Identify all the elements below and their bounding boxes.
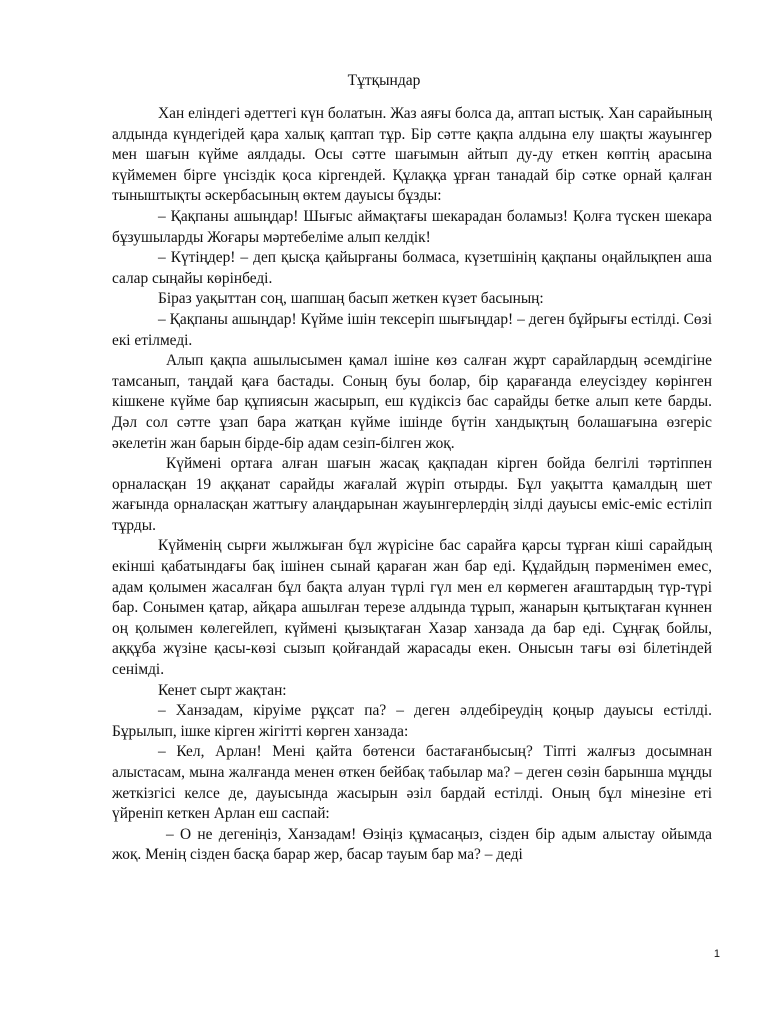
paragraph: – Қақпаны ашыңдар! Шығыс аймақтағы шекарадан боламыз! Қолға түскен шекара бұзушыларды Жоғары мәртебеліме алып келдік! bbox=[112, 207, 712, 246]
paragraph: – Күтіңдер! – деп қысқа қайырғаны болмаса, күзетшінің қақпаны оңайлықпен аша салар сыңайы көрінбеді. bbox=[112, 249, 712, 287]
paragraph: Хан еліндегі әдеттегі күн болатын. Жаз аяғы болса да, аптап ыстық. Хан сарайының алдында күндегідей қара халық қаптап тұр. Бір сәтте қақпа алдына елу шақты жауынгер мен шағын күйме аялдады. Осы сәтте шағымын айтып ду-ду еткен көптің арасына күймемен бірге үнсіздік қоса кіргендей. Құлаққа ұрған танадай бір сәтке орнай қалған тыныштықты әскербасының өктем дауысы бұзды: bbox=[112, 105, 712, 205]
document-body bbox=[112, 104, 712, 866]
paragraph: – Қақпаны ашыңдар! Күйме ішін тексеріп шығыңдар! – деген бұйрығы естілді. Сөзі екі етілмеді. bbox=[112, 310, 712, 349]
paragraph: – О не дегеніңіз, Ханзадам! Өзіңіз құмасаңыз, сізден бір адым алыстау ойымда жоқ. Менің сізден басқа барар жер, басар тауым бар ма? – деді bbox=[112, 825, 712, 864]
paragraph: Кенет сырт жақтан: bbox=[158, 681, 287, 699]
paragraph: Күймені ортаға алған шағын жасақ қақпадан кірген бойда белгілі тәртіппен орналасқан 19 аққанат сарайды жағалай жүріп отырды. Бұл уақытта қамалдың шет жағында орналасқан жаттығу алаңдарынан жауынгерлердің зілді дауысы еміс-еміс естіліп тұрды. bbox=[112, 455, 712, 534]
paragraph: Біраз уақыттан соң, шапшаң басып жеткен күзет басының: bbox=[158, 290, 544, 308]
paragraph: Күйменің сырғи жылжыған бұл жүрісіне бас сарайға қарсы тұрған кіші сарайдың екінші қабатындағы бақ ішінен сынай қараған жан бар еді. Құдайдың пәрменімен емес, адам қолымен жасалған бұл бақта алуан түрлі гүл мен ел көрмеген ағаштардың түр-түрі бар. Сонымен қатар, айқара ашылған терезе алдында тұрып, жанарын қытықтаған күннен оң қолымен көлегейлеп, күймені қызықтаған Хазар ханзада да бар еді. Сұңғақ бойлы, аққұба жүзіне қасы-көзі сызып қойғандай жарасады екен. Онысын тағы өзі білетіндей сенімді. bbox=[112, 537, 712, 679]
paragraph: – Кел, Арлан! Мені қайта бөтенси бастағанбысың? Тіпті жалғыз досымнан алыстасам, мына жалғанда менен өткен бейбақ табылар ма? – деген сөзін барынша мұңды жеткізгісі келсе де, дауысында жасырын әзіл бардай естілді. Оның бұл мінезіне еті үйреніп кеткен Арлан еш саспай: bbox=[112, 743, 712, 823]
paragraph: Алып қақпа ашылысымен қамал ішіне көз салған жұрт сарайлардың әсемдігіне тамсанып, таңдай қаға бастады. Соның буы болар, бір қарағанда елеусіздеу көрінген кішкене күйме бар құпиясын жасырып, еш күдіксіз бас сарайды бетке алып кете барды. Дәл сол сәтте ұзап бара жатқан күйме ішінде бүтін хандықтың болашағына өзгеріс әкелетін жан барын бірде-бір адам сезіп-білген жоқ. bbox=[112, 352, 712, 452]
paragraph: – Ханзадам, кіруіме рұқсат па? – деген әлдебіреудің қоңыр дауысы естілді. Бұрылып, ішке кірген жігітті көрген ханзада: bbox=[112, 702, 712, 740]
page-number: 1 bbox=[713, 948, 720, 960]
document-title: Тұтқындар bbox=[347, 72, 421, 89]
